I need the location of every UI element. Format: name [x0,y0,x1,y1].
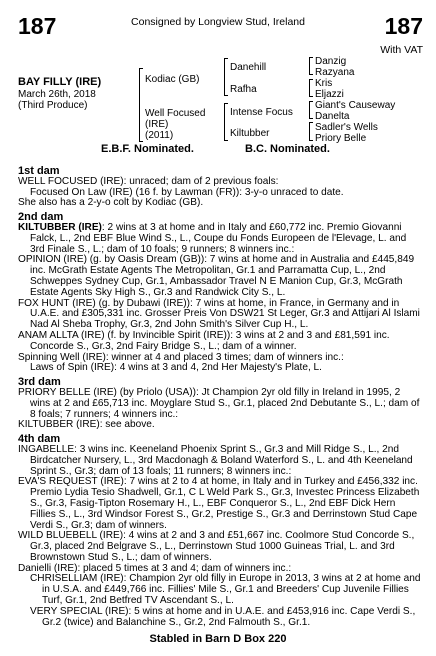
produce-entry: She also has a 2-y-o colt by Kodiac (GB). [18,197,204,209]
pedigree-gen3: Kris [315,78,333,89]
produce-entry: VERY SPECIAL (IRE): 5 wins at home and in U.A.E. and £453,916 inc. Cape Verdi S., Gr.2 (twice) and Balanchine S., Gr.2, 2nd Falmouth S., Gr.1. [30,605,416,628]
dam-entry: PRIORY BELLE (IRE) (by Priolo (USA)): Jt Champion 2yr old filly in Ireland in 1995, 2 wins at 2 and £65,713 inc. Moyglare Stud S., Gr.1, placed 2nd Debutante S., L.; dam of 8 foals; 7 runners; 4 winners inc.: [18,386,420,420]
pedigree-gen3: Danelta [315,111,350,122]
pedigree-bracket [309,122,313,141]
dam-entry: WELL FOCUSED (IRE): unraced; dam of 2 previous foals: [18,175,279,187]
nomination-bc: B.C. Nominated. [245,143,330,155]
stabled-info: Stabled in Barn D Box 220 [149,633,287,645]
produce-entry: FOX HUNT (IRE) (g. by Dubawi (IRE)): 7 wins at home, in France, in Germany and in U.A.E. and £305,331 inc. Grosser Preis Von DSW21 St Leger, Gr.3 and Attijari Al Islami Nad Al Sheba Trophy, Gr.3, 2nd John Smith's Silver Cup H., L. [18,297,420,331]
pedigree-gen3: Sadler's Wells [315,122,378,133]
pedigree-bracket [309,57,313,75]
pedigree-body [18,163,422,628]
pedigree-sire-sire: Danehill [230,62,267,73]
produce-entry: ANAM ALLTA (IRE) (f. by Invincible Spirit (IRE)): 3 wins at 2 and 3 and £81,591 inc. Concorde S., Gr.3, 2nd Fairy Bridge S., L.; dam of a winner. [18,329,390,352]
pedigree-gen3: Giant's Causeway [315,100,396,111]
pedigree-bracket [309,79,313,97]
pedigree-dam: Well Focused [145,108,206,119]
pedigree-bracket [139,68,143,142]
pedigree-dam-sire: Intense Focus [230,107,293,118]
produce-entry: OPINION (IRE) (g. by Oasis Dream (GB)): 7 wins at home and in Australia and £445,849 inc. McGrath Estate Agents The Metropolitan, Gr.1 and Parramatta Cup, L., 2nd Schweppes Sydney Cup, Gr.1, Ambassador Travel N E Manion Cup, Gr.3, McGrath Estate Agents Sky High S., Gr.3 and Randwick City S., L. [18,254,415,298]
produce-entry: Danielli (IRE): placed 5 times at 3 and 4; dam of winners inc.: [18,562,292,574]
produce-note: (Third Produce) [18,100,88,111]
produce-entry: CHRISELLIAM (IRE): Champion 2yr old filly in Europe in 2013, 3 wins at 2 at home and in U.S.A. and £449,766 inc. Fillies' Mile S., Gr.1 and Breeders' Cup Juvenile Fillies Turf, Gr.1, 2nd Betfred TV Ascendant S., L. [30,573,421,607]
pedigree-bracket [224,103,228,141]
pedigree-dam-dam: Kiltubber [230,128,270,139]
consigned-by: Consigned by Longview Stud, Ireland [131,16,305,28]
produce-entry: KILTUBBER (IRE): see above. [18,419,155,431]
pedigree-bracket [309,101,313,119]
dam-entry [18,223,422,255]
pedigree-bracket [224,58,228,96]
pedigree-gen3: Priory Belle [315,133,367,144]
nomination-ebf: E.B.F. Nominated. [101,143,194,155]
second-dam-heading: 2nd dam [18,211,64,224]
pedigree-sire: Kodiac (GB) [145,74,200,85]
horse-name: BAY FILLY (IRE) [18,76,102,88]
lot-number-right: 187 [384,13,423,39]
pedigree-gen3: Eljazzi [315,89,344,100]
produce-entry: EVA'S REQUEST (IRE): 7 wins at 2 to 4 at home, in Italy and in Turkey and £456,332 inc. Premio Lydia Tesio Shadwell, Gr.1, C L Weld Park S., Gr.3, Investec Princess Elizabeth S., Gr.3, Fasig-Tipton Rosemary H., L., EBF Conqueror S., L., 2nd EBF Dick Hern Fillies S., L., 3rd Windsor Forest S., Gr.2, Prestige S., Gr.3 and Derrinstown Stud Cape Verdi S., Gr.3; dam of winners. [18,476,420,531]
pedigree-dam-year: (2011) [145,130,174,141]
pedigree-gen3: Danzig [315,56,347,67]
produce-entry: Focused On Law (IRE) (16 f. by Lawman (FR)): 3-y-o unraced to date. [30,186,344,198]
produce-entry: Laws of Spin (IRE): 4 wins at 3 and 4, 2nd Her Majesty's Plate, L. [30,362,322,374]
dam-record: : 2 wins at 3 at home and in Italy and £60,772 inc. Premio Giovanni Falck, L., 2nd EBF Blue Wind S., L., Coupe du Fonds Europeen de l'Elevage, L. and 3rd Finale S., L.; dam of 10 foals; 9 runners; 8 winners inc.: [30,221,407,255]
pedigree-dam-country: (IRE) [145,119,169,130]
third-dam-heading: 3rd dam [18,376,61,389]
pedigree-gen3: Razyana [315,67,355,78]
produce-entry: Spinning Well (IRE): winner at 4 and placed 3 times; dam of winners inc.: [18,351,344,363]
dam-name: KILTUBBER (IRE) [18,221,102,233]
produce-entry: WILD BLUEBELL (IRE): 4 wins at 2 and 3 and £51,667 inc. Coolmore Stud Concorde S., Gr.3, placed 2nd Belgrave S., L., Derrinstown Stud 1000 Guineas Trial, L. and 3rd Brownstown Stud S., L.; dam of winners. [18,530,415,563]
fourth-dam-heading: 4th dam [18,433,61,446]
dam-entry: INGABELLE: 3 wins inc. Keeneland Phoenix Sprint S., Gr.3 and Mill Ridge S., L., 2nd Birdcatcher Nursery, L., 3rd Macdonagh & Boland Waterford S., L. and 4th Keeneland Sprint S., Gr.3; dam of 13 foals; 11 runners; 8 winners inc.: [18,443,413,477]
lot-number-left: 187 [18,13,57,39]
first-dam-heading: 1st dam [18,165,60,177]
pedigree-sire-dam: Rafha [230,84,257,95]
vat-status: With VAT [380,44,423,56]
foaled-date: March 26th, 2018 [18,89,96,100]
